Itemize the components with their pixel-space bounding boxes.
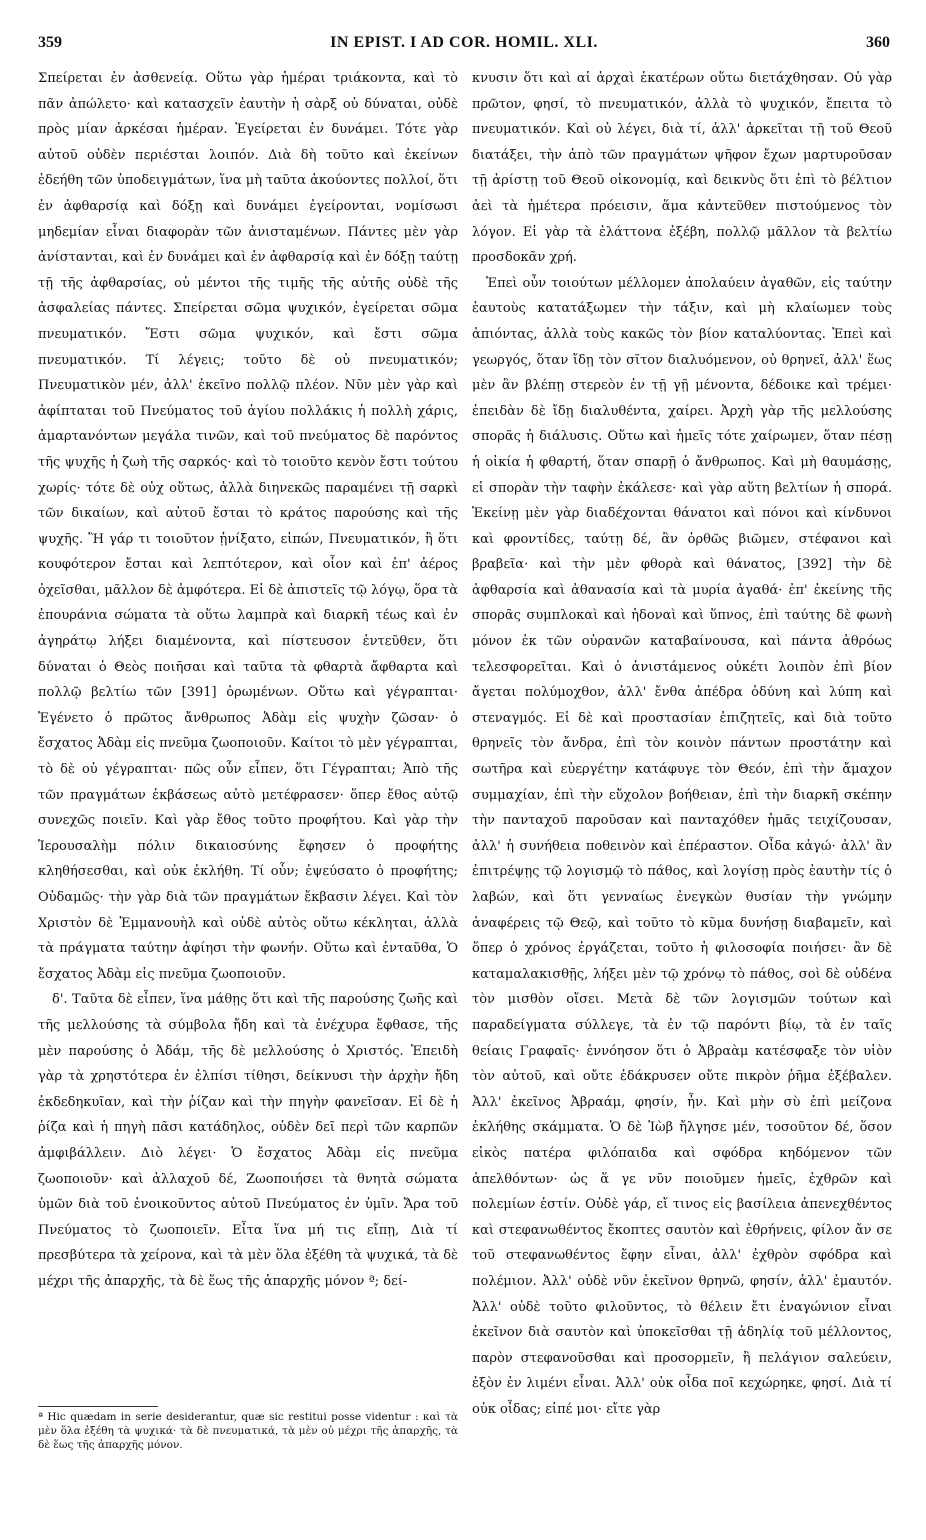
left-column <box>38 66 458 1295</box>
right-paragraph-1: κνυσιν ὅτι καὶ αἱ ἀρχαὶ ἑκατέρων οὕτω διετάχθησαν. Οὐ γὰρ πρῶτον, φησί, τὸ πνευματικόν, ἀλλὰ τὸ ψυχικόν, ἔπειτα τὸ πνευματικόν. Καὶ οὐ λέγει, διὰ τί, ἀλλ' ἀρκεῖται τῇ τοῦ Θεοῦ διατάξει, τὴν ἀπὸ τῶν πραγμάτων ψῆφον ἔχων μαρτυροῦσαν τῇ ἀρίστῃ τοῦ Θεοῦ οἰκονομίᾳ, καὶ δεικνὺς ὅτι ἐπὶ τὸ βέλτιον ἀεὶ τὰ ἡμέτερα πρόεισιν, ἅμα κἀντεῦθεν πιστούμενος τὸν λόγον. Εἰ γὰρ τὰ ἐλάττονα ἐξέβη, πολλῷ μᾶλλον τὰ βελτίω προσδοκᾶν χρή. <box>472 71 892 266</box>
page-number-left: 359 <box>38 34 62 51</box>
left-paragraph-1: Σπείρεται ἐν ἀσθενείᾳ. Οὕτω γὰρ ἡμέραι τριάκοντα, καὶ τὸ πᾶν ἀπώλετο· καὶ κατασχεῖν ἑαυτὴν ἡ σὰρξ οὐ δύναται, οὐδὲ πρὸς μίαν ἀρκέσαι ἡμέραν. Ἐγείρεται ἐν δυνάμει. Τότε γὰρ αὐτοῦ οὐδὲν περιέσται λοιπόν. Διὰ δὴ τοῦτο καὶ ἐκείνων ἐδεήθη τῶν ὑποδειγμάτων, ἵνα μὴ ταῦτα ἀκούοντες πολλοί, ὅτι ἐν ἀφθαρσίᾳ καὶ δόξῃ καὶ δυνάμει ἐγείρονται, νομίσωσι μηδεμίαν εἶναι διαφορὰν τῶν ἀνισταμένων. Πάντες μὲν γὰρ ἀνίστανται, καὶ ἐν δυνάμει καὶ ἐν ἀφθαρσίᾳ καὶ ἐν δόξῃ ταύτῃ τῇ τῆς ἀφθαρσίας, οὐ μέντοι τῆς τιμῆς τῆς αὐτῆς οὐδὲ τῆς ἀσφαλείας πάντες. Σπείρεται σῶμα ψυχικόν, ἐγείρεται σῶμα πνευματικόν. Ἔστι σῶμα ψυχικόν, καὶ ἔστι σῶμα πνευματικόν. Τί λέγεις; τοῦτο δὲ οὐ πνευματικόν; Πνευματικὸν μέν, ἀλλ' ἐκεῖνο πολλῷ πλέον. Νῦν μὲν γὰρ καὶ ἀφίπταται τοῦ Πνεύματος τοῦ ἁγίου πολλάκις ἡ πολλὴ χάρις, ἁμαρτανόντων μεγάλα τινῶν, καὶ τοῦ πνεύματος δὲ παρόντος τῆς ψυχῆς ἡ ζωὴ τῆς σαρκός· καὶ τὸ τοιοῦτο κενὸν ἔστι τούτου χωρίς· τότε δὲ οὐχ οὕτως, ἀλλὰ διηνεκῶς παραμένει τῇ σαρκὶ τῶν δικαίων, καὶ αὐτοῦ ἔσται τὸ κράτος παρούσης καὶ τῆς ψυχῆς. Ἢ γάρ τι τοιοῦτον ᾐνίξατο, εἰπών, Πνευματικόν, ἢ ὅτι κουφότερον ἔσται καὶ λεπτότερον, καὶ οἷον καὶ ἐπ' ἀέρος ὀχεῖσθαι, μᾶλλον δὲ ἀμφότερα. Εἰ δὲ ἀπιστεῖς τῷ λόγῳ, ὅρα τὰ ἐπουράνια σώματα τὰ οὕτω λαμπρὰ καὶ διαρκῆ τέως καὶ ἐν ἀγηράτῳ λήξει διαμένοντα, καὶ πίστευσον ἐντεῦθεν, ὅτι δύναται ὁ Θεὸς ποιῆσαι καὶ ταῦτα τὰ φθαρτὰ ἄφθαρτα καὶ πολλῷ βελτίω τῶν [391] ὁρωμένων. Οὕτω καὶ γέγραπται· Ἐγένετο ὁ πρῶτος ἄνθρωπος Ἀδὰμ εἰς ψυχὴν ζῶσαν· ὁ ἔσχατος Ἀδὰμ εἰς πνεῦμα ζωοποιοῦν. Καίτοι τὸ μὲν γέγραπται, τὸ δὲ οὐ γέγραπται· πῶς οὖν εἶπεν, ὅτι Γέγραπται; Ἀπὸ τῆς τῶν πραγμάτων ἐκβάσεως αὐτὸ μετέφρασεν· ὅπερ ἔθος αὐτῷ συνεχῶς ποιεῖν. Καὶ γὰρ ἔθος τοῦτο προφήτου. Καὶ γὰρ τὴν Ἱερουσαλὴμ πόλιν δικαιοσύνης ἔφησεν ὁ προφήτης κληθήσεσθαι, καὶ οὐκ ἐκλήθη. Τί οὖν; ἐψεύσατο ὁ προφήτης; Οὐδαμῶς· τὴν γὰρ διὰ τῶν πραγμάτων ἔκβασιν λέγει. Καὶ τὸν Χριστὸν δὲ Ἐμμανουὴλ καὶ οὐδὲ αὐτὸς οὕτω κέκληται, ἀλλὰ τὰ πράγματα ταύτην ἀφίησι τὴν φωνήν. Οὕτω καὶ ἐνταῦθα, Ὁ ἔσχατος Ἀδὰμ εἰς πνεῦμα ζωοποιοῦν. <box>38 71 459 982</box>
running-header <box>38 34 890 56</box>
right-paragraph-2: Ἐπεὶ οὖν τοιούτων μέλλομεν ἀπολαύειν ἀγαθῶν, εἰς ταύτην ἑαυτοὺς κατατάξωμεν τὴν τάξιν, καὶ μὴ κλαίωμεν τοὺς ἀπιόντας, ἀλλὰ τοὺς κακῶς τὸν βίον καταλύοντας. Ἐπεὶ καὶ γεωργός, ὅταν ἴδῃ τὸν σῖτον διαλυόμενον, οὐ θρηνεῖ, ἀλλ' ἕως μὲν ἂν βλέπῃ στερεὸν ἐν τῇ γῇ μένοντα, δέδοικε καὶ τρέμει· ἐπειδὰν δὲ ἴδῃ διαλυθέντα, χαίρει. Ἀρχὴ γὰρ τῆς μελλούσης σπορᾶς ἡ διάλυσις. Οὕτω καὶ ἡμεῖς τότε χαίρωμεν, ὅταν πέσῃ ἡ οἰκία ἡ φθαρτή, ὅταν σπαρῇ ὁ ἄνθρωπος. Καὶ μὴ θαυμάσῃς, εἰ σπορὰν τὴν ταφὴν ἐκάλεσε· καὶ γὰρ αὕτη βελτίων ἡ σπορά. Ἐκείνῃ μὲν γὰρ διαδέχονται θάνατοι καὶ πόνοι καὶ κίνδυνοι καὶ φροντίδες, ταύτῃ δέ, ἂν ὀρθῶς βιῶμεν, στέφανοι καὶ βραβεῖα· καὶ τὴν μὲν φθορὰ καὶ θάνατος, [392] τὴν δὲ ἀφθαρσία καὶ ἀθανασία καὶ τὰ μυρία ἀγαθά· ἐπ' ἐκείνης τῆς σπορᾶς συμπλοκαὶ καὶ ἡδοναὶ καὶ ὕπνος, ἐπὶ ταύτης δὲ φωνὴ μόνον ἐκ τῶν οὐρανῶν καταβαίνουσα, καὶ πάντα ἀθρόως τελεσφορεῖται. Καὶ ὁ ἀνιστάμενος οὐκέτι λοιπὸν ἐπὶ βίον ἄγεται πολύμοχθον, ἀλλ' ἔνθα ἀπέδρα ὀδύνη καὶ λύπη καὶ στεναγμός. Εἰ δὲ καὶ προστασίαν ἐπιζητεῖς, καὶ διὰ τοῦτο θρηνεῖς τὸν ἄνδρα, ἐπὶ τὸν κοινὸν πάντων προστάτην καὶ σωτῆρα καὶ εὐεργέτην κατάφυγε τὸν Θεόν, ἐπὶ τὴν ἄμαχον συμμαχίαν, ἐπὶ τὴν εὔχολον βοήθειαν, ἐπὶ τὴν διαρκῆ σκέπην τὴν πανταχοῦ παροῦσαν καὶ πανταχόθεν ἡμᾶς τειχίζουσαν, ἀλλ' ἡ συνήθεια ποθεινὸν καὶ ἐπέραστον. Οἶδα κἀγώ· ἀλλ' ἂν ἐπιτρέψῃς τῷ λογισμῷ τὸ πάθος, καὶ λογίσῃ πρὸς ἑαυτὴν τίς ὁ λαβών, καὶ ὅτι γενναίως ἐνεγκὼν θυσίαν τὴν γνώμην ἀναφέρεις τῷ Θεῷ, καὶ τοῦτο τὸ κῦμα δυνήσῃ διαβαμεῖν, καὶ ὅπερ ὁ χρόνος ἐργάζεται, τοῦτο ἡ φιλοσοφία ποιήσει· ἂν δὲ καταμαλακισθῇς, λήξει μὲν τῷ χρόνῳ τὸ πάθος, σοὶ δὲ οὐδένα τὸν μισθὸν οἴσει. Μετὰ δὲ τῶν λογισμῶν τούτων καὶ παραδείγματα σύλλεγε, τὰ ἐν τῷ παρόντι βίῳ, τὰ ἐν ταῖς θείαις Γραφαῖς· ἐννόησον ὅτι ὁ Ἀβραὰμ κατέσφαξε τὸν υἱὸν τὸν αὐτοῦ, καὶ οὔτε ἐδάκρυσεν οὔτε πικρὸν ῥῆμα ἐξέβαλεν. Ἀλλ' ἐκεῖνος Ἀβραάμ, φησίν, ἦν. Καὶ μὴν σὺ ἐπὶ μείζονα ἐκλήθης σκάμματα. Ὁ δὲ Ἰὼβ ἤλγησε μέν, τοσοῦτον δέ, ὅσον εἰκὸς πατέρα φιλόπαιδα καὶ σφόδρα κηδόμενον τῶν ἀπελθόντων· ὡς ἅ γε νῦν ποιοῦμεν ἡμεῖς, ἐχθρῶν καὶ πολεμίων ἐστίν. Οὐδὲ γάρ, εἴ τινος εἰς βασίλεια ἀπενεχθέντος καὶ στεφανωθέντος ἔκοπτες σαυτὸν καὶ ἐθρήνεις, φίλον ἄν σε τοῦ στεφανωθέντος ἔφην εἶναι, ἀλλ' ἐχθρὸν σφόδρα καὶ πολέμιον. Ἀλλ' οὐδὲ νῦν ἐκεῖνον θρηνῶ, φησίν, ἀλλ' ἐμαυτόν. Ἀλλ' οὐδὲ τοῦτο φιλοῦντος, τὸ θέλειν ἔτι ἐναγώνιον εἶναι ἐκεῖνον διὰ σαυτὸν καὶ ὑποκεῖσθαι τῇ ἀδηλίᾳ τοῦ μέλλοντος, παρὸν στεφανοῦσθαι καὶ προσορμεῖν, ἢ πελάγιον σαλεύειν, ἐξὸν ἐν λιμένι εἶναι. Ἀλλ' οὐκ οἶδα ποῖ κεχώρηκε, φησί. Διὰ τί οὐκ οἶδας; εἰπέ μοι· εἴτε γὰρ <box>472 275 892 1417</box>
right-column <box>472 66 892 1422</box>
running-title: IN EPIST. I AD COR. HOMIL. XLI. <box>330 34 598 51</box>
footnote: ª Hic quædam in serie desiderantur, quæ sic restitui posse videntur : καὶ τὰ μὲν ὅλα ἐξέθη τὰ ψυχικά· τὰ δὲ πνευματικά, τὰ μὲν οὐ μέχρι τῆς ἀπαρχῆς, τὰ δὲ ἕως τῆς ἀπαρχῆς μόνον. <box>38 1411 458 1451</box>
page-number-right: 360 <box>866 34 890 51</box>
left-paragraph-2: δ'. Ταῦτα δὲ εἶπεν, ἵνα μάθῃς ὅτι καὶ τῆς παρούσης ζωῆς καὶ τῆς μελλούσης τὰ σύμβολα ἤδη καὶ τὰ ἐνέχυρα ἔφθασε, τῆς μὲν παρούσης ὁ Ἀδάμ, τῆς δὲ μελλούσης ὁ Χριστός. Ἐπειδὴ γὰρ τὰ χρηστότερα ἐν ἐλπίσι τίθησι, δείκνυσι τὴν ἀρχὴν ἤδη ἐκδεδηκυῖαν, καὶ τὴν ῥίζαν καὶ τὴν πηγὴν φανεῖσαν. Εἰ δὲ ἡ ῥίζα καὶ ἡ πηγὴ πᾶσι κατάδηλος, οὐδὲν δεῖ περὶ τῶν καρπῶν ἀμφιβάλλειν. Διὸ λέγει· Ὁ ἔσχατος Ἀδὰμ εἰς πνεῦμα ζωοποιοῦν· καὶ ἀλλαχοῦ δέ, Ζωοποιήσει τὰ θνητὰ σώματα ὑμῶν διὰ τοῦ ἐνοικοῦντος αὐτοῦ Πνεύματος ἐν ὑμῖν. Ἄρα τοῦ Πνεύματος τὸ ζωοποιεῖν. Εἶτα ἵνα μή τις εἴπῃ, Διὰ τί πρεσβύτερα τὰ χείρονα, καὶ τὰ μὲν ὅλα ἐξέθη τὰ ψυχικά, τὰ δὲ μέχρι τῆς ἀπαρχῆς, τὰ δὲ ἕως τῆς ἀπαρχῆς μόνον ª; δεί- <box>38 992 458 1289</box>
footnote-divider <box>38 1406 158 1407</box>
